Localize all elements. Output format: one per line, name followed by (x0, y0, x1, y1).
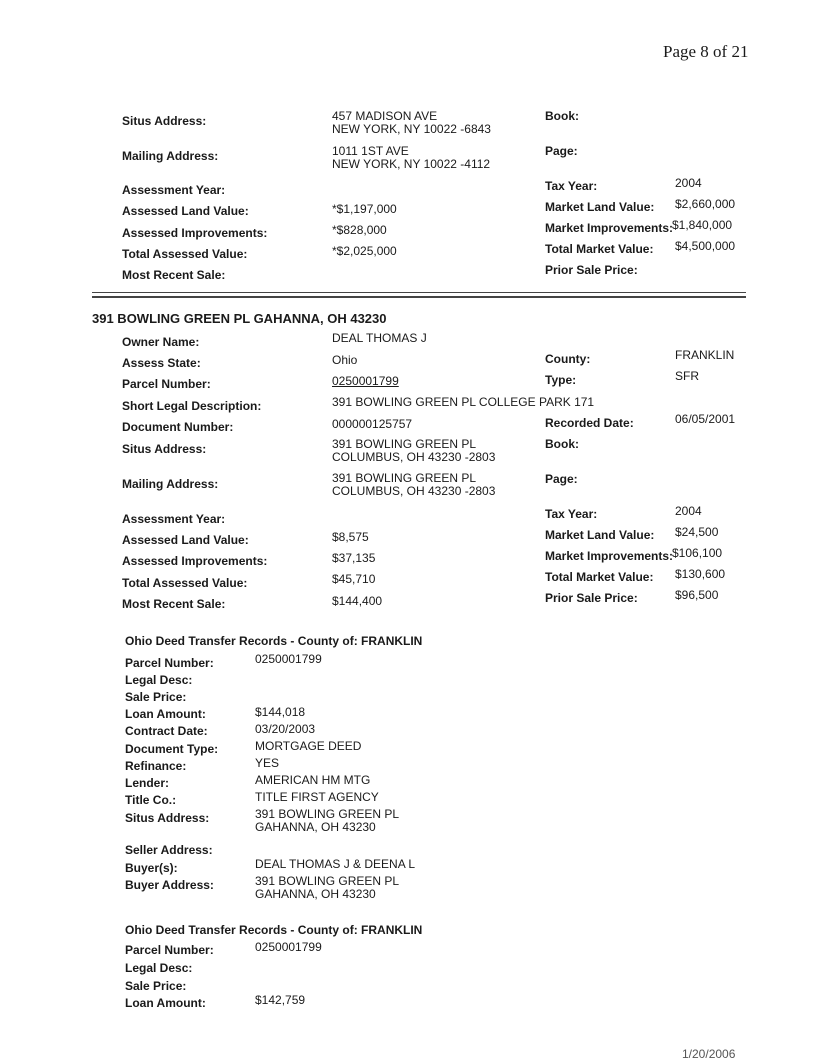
situs-address-line2: NEW YORK, NY 10022 -6843 (332, 122, 491, 136)
assessed-improvements-value-2: $37,135 (332, 551, 376, 565)
deed-seller-label: Seller Address: (125, 843, 213, 857)
total-assessed-value: *$2,025,000 (332, 244, 397, 258)
assessed-land-value: *$1,197,000 (332, 202, 397, 216)
deed-loan-label: Loan Amount: (125, 707, 206, 721)
mailing-address-line2: NEW YORK, NY 10022 -4112 (332, 157, 491, 171)
assessed-improvements-label: Assessed Improvements: (122, 226, 268, 240)
parcel-number-link[interactable]: 0250001799 (332, 374, 399, 388)
page-label: Page: (545, 144, 578, 158)
total-market-label: Total Market Value: (545, 242, 654, 256)
mailing-address-2-line1: 391 BOWLING GREEN PL (332, 471, 477, 485)
market-improvements-value-2: $106,100 (672, 546, 723, 560)
deed-sale-price-label: Sale Price: (125, 690, 187, 704)
page-label-2: Page: (545, 472, 578, 486)
market-land-label-2: Market Land Value: (545, 528, 655, 542)
situs-address-label: Situs Address: (122, 114, 207, 128)
document-number-label: Document Number: (122, 420, 234, 434)
deed-loan-value-2: $142,759 (255, 993, 306, 1007)
deed-title-co-value: TITLE FIRST AGENCY (255, 790, 379, 804)
situs-address-2-line2: COLUMBUS, OH 43230 -2803 (332, 450, 496, 464)
footer-date: 1/20/2006 (682, 1047, 736, 1061)
tax-year-label-2: Tax Year: (545, 507, 598, 521)
deed-title-co-label: Title Co.: (125, 793, 177, 807)
market-land-label: Market Land Value: (545, 200, 655, 214)
mailing-address-label: Mailing Address: (122, 149, 219, 163)
deed-record-title: Ohio Deed Transfer Records - County of: FRANKLIN (125, 634, 423, 648)
deed-situs-line1: 391 BOWLING GREEN PL (255, 807, 400, 821)
deed-doc-type-label: Document Type: (125, 742, 219, 756)
parcel-number-label: Parcel Number: (122, 377, 211, 391)
mailing-address-line1: 1011 1ST AVE (332, 144, 409, 158)
situs-address-2-line1: 391 BOWLING GREEN PL (332, 437, 477, 451)
assessment-year-label-2: Assessment Year: (122, 512, 226, 526)
deed-contract-value: 03/20/2003 (255, 722, 316, 736)
market-improvements-label: Market Improvements: (545, 221, 674, 235)
assessed-land-label-2: Assessed Land Value: (122, 533, 249, 547)
short-legal-label: Short Legal Description: (122, 399, 262, 413)
mailing-address-2-line2: COLUMBUS, OH 43230 -2803 (332, 484, 496, 498)
tax-year-label: Tax Year: (545, 179, 598, 193)
deed-parcel-value-2: 0250001799 (255, 940, 322, 954)
deed-lender-value: AMERICAN HM MTG (255, 773, 371, 787)
market-improvements-label-2: Market Improvements: (545, 549, 674, 563)
assess-state-label: Assess State: (122, 356, 201, 370)
deed-record-title-2: Ohio Deed Transfer Records - County of: FRANKLIN (125, 923, 423, 937)
book-label-2: Book: (545, 437, 579, 451)
deed-refinance-value: YES (255, 756, 280, 770)
deed-buyer-address-line2: GAHANNA, OH 43230 (255, 887, 376, 901)
tax-year-value-2: 2004 (675, 504, 702, 518)
assessed-land-value-2: $8,575 (332, 530, 369, 544)
deed-sale-price-label-2: Sale Price: (125, 979, 187, 993)
most-recent-sale-label: Most Recent Sale: (122, 268, 226, 282)
assessment-year-label: Assessment Year: (122, 183, 226, 197)
situs-address-line1: 457 MADISON AVE (332, 109, 438, 123)
deed-refinance-label: Refinance: (125, 759, 187, 773)
deed-loan-value: $144,018 (255, 705, 306, 719)
deed-contract-label: Contract Date: (125, 724, 208, 738)
deed-buyer-address-line1: 391 BOWLING GREEN PL (255, 874, 400, 888)
section-divider-bottom (92, 296, 746, 298)
assess-state-value: Ohio (332, 353, 358, 367)
recorded-date-value: 06/05/2001 (675, 412, 736, 426)
mailing-address-label-2: Mailing Address: (122, 477, 219, 491)
deed-buyer-address-label: Buyer Address: (125, 878, 214, 892)
total-market-value: $4,500,000 (675, 239, 736, 253)
deed-loan-label-2: Loan Amount: (125, 996, 206, 1010)
book-label: Book: (545, 109, 579, 123)
total-market-value-2: $130,600 (675, 567, 726, 581)
page-number: Page 8 of 21 (663, 42, 749, 61)
deed-legal-label: Legal Desc: (125, 673, 193, 687)
deed-situs-line2: GAHANNA, OH 43230 (255, 820, 376, 834)
deed-buyers-value: DEAL THOMAS J & DEENA L (255, 857, 416, 871)
total-assessed-label-2: Total Assessed Value: (122, 576, 248, 590)
short-legal-value: 391 BOWLING GREEN PL COLLEGE PARK 171 (332, 395, 595, 409)
assessed-improvements-value: *$828,000 (332, 223, 387, 237)
section-divider-top (92, 292, 746, 293)
deed-parcel-label-2: Parcel Number: (125, 943, 214, 957)
prior-sale-label: Prior Sale Price: (545, 263, 638, 277)
deed-legal-label-2: Legal Desc: (125, 961, 193, 975)
deed-doc-type-value: MORTGAGE DEED (255, 739, 362, 753)
county-value: FRANKLIN (675, 348, 735, 362)
prior-sale-value-2: $96,500 (675, 588, 719, 602)
deed-buyers-label: Buyer(s): (125, 861, 178, 875)
market-land-value-2: $24,500 (675, 525, 719, 539)
prior-sale-label-2: Prior Sale Price: (545, 591, 638, 605)
deed-situs-label: Situs Address: (125, 811, 210, 825)
type-value: SFR (675, 369, 699, 383)
market-land-value: $2,660,000 (675, 197, 736, 211)
owner-name-value: DEAL THOMAS J (332, 331, 427, 345)
deed-parcel-label: Parcel Number: (125, 656, 214, 670)
situs-address-label-2: Situs Address: (122, 442, 207, 456)
most-recent-sale-value-2: $144,400 (332, 594, 383, 608)
assessed-land-label: Assessed Land Value: (122, 204, 249, 218)
owner-name-label: Owner Name: (122, 335, 200, 349)
recorded-date-label: Recorded Date: (545, 416, 634, 430)
total-assessed-label: Total Assessed Value: (122, 247, 248, 261)
deed-parcel-value: 0250001799 (255, 652, 322, 666)
assessed-improvements-label-2: Assessed Improvements: (122, 554, 268, 568)
total-market-label-2: Total Market Value: (545, 570, 654, 584)
deed-lender-label: Lender: (125, 776, 170, 790)
market-improvements-value: $1,840,000 (672, 218, 733, 232)
type-label: Type: (545, 373, 577, 387)
total-assessed-value-2: $45,710 (332, 572, 376, 586)
document-number-value: 000000125757 (332, 417, 413, 431)
tax-year-value: 2004 (675, 176, 702, 190)
county-label: County: (545, 352, 591, 366)
property-heading: 391 BOWLING GREEN PL GAHANNA, OH 43230 (92, 311, 387, 326)
most-recent-sale-label-2: Most Recent Sale: (122, 597, 226, 611)
